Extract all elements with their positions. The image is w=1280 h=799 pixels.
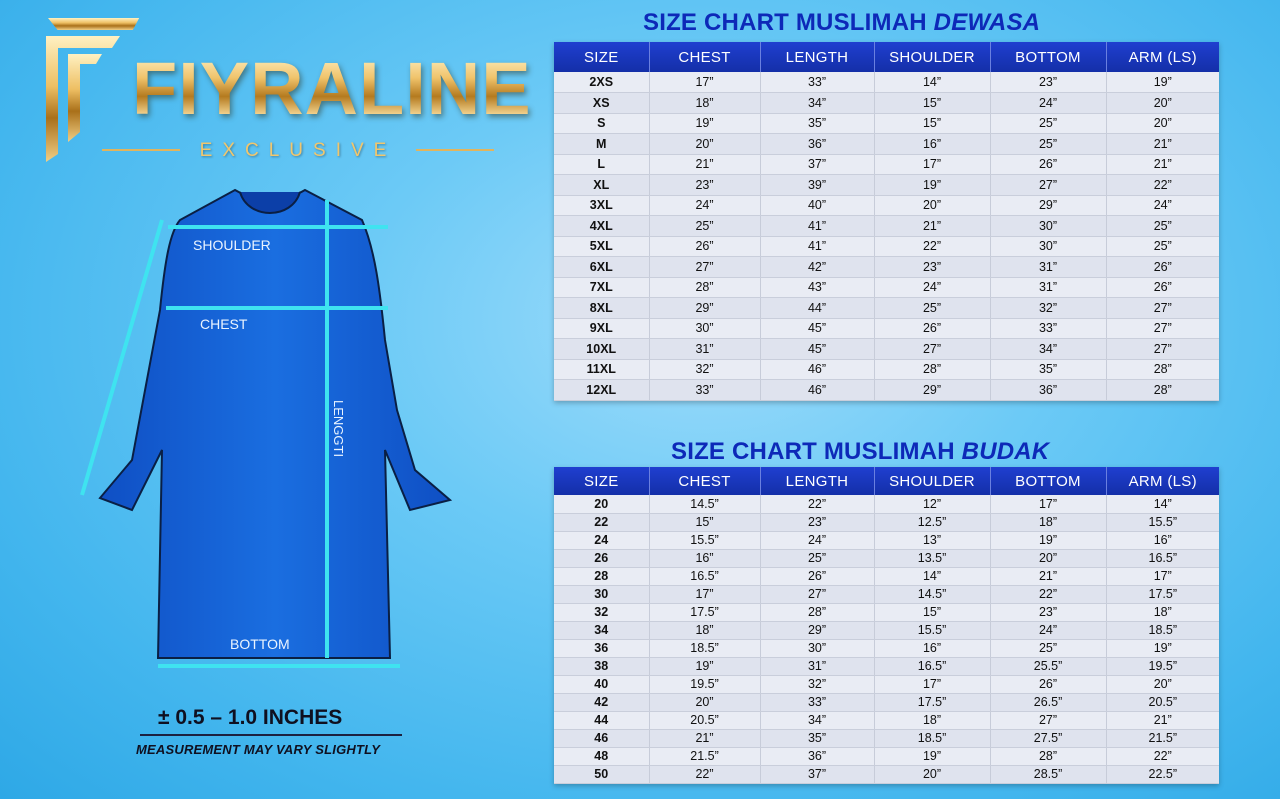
- measurement-cell: 16”: [874, 134, 990, 155]
- brand-logo: [40, 14, 532, 164]
- measurement-cell: 25.5”: [990, 657, 1106, 675]
- dewasa-table-body: [554, 72, 1219, 400]
- size-cell: M: [554, 134, 649, 155]
- size-cell: 5XL: [554, 236, 649, 257]
- measurement-cell: 18”: [1106, 603, 1219, 621]
- measurement-cell: 37”: [760, 154, 874, 175]
- budak-header-cell: ARM (LS): [1106, 467, 1219, 495]
- table-row: [554, 693, 1219, 711]
- measurement-cell: 15”: [874, 113, 990, 134]
- measurement-cell: 27”: [874, 339, 990, 360]
- bottom-label: BOTTOM: [230, 636, 290, 652]
- tolerance-text: ± 0.5 – 1.0 INCHES: [158, 706, 343, 729]
- garment-body: [100, 190, 450, 658]
- measurement-cell: 19.5”: [649, 675, 760, 693]
- measurement-cell: 33”: [760, 693, 874, 711]
- measurement-cell: 19”: [874, 747, 990, 765]
- garment-diagram: [70, 180, 470, 680]
- measurement-cell: 26”: [1106, 257, 1219, 278]
- tolerance-underline: [140, 734, 402, 736]
- dewasa-header-row: [554, 42, 1219, 72]
- measurement-cell: 20.5”: [649, 711, 760, 729]
- measurement-cell: 22”: [1106, 747, 1219, 765]
- size-cell: 26: [554, 549, 649, 567]
- measurement-cell: 20”: [1106, 93, 1219, 114]
- measurement-cell: 18”: [990, 513, 1106, 531]
- measurement-cell: 22”: [1106, 175, 1219, 196]
- size-cell: 38: [554, 657, 649, 675]
- dewasa-size-table: [554, 42, 1219, 401]
- measurement-cell: 24”: [760, 531, 874, 549]
- budak-header-cell: LENGTH: [760, 467, 874, 495]
- measurement-cell: 31”: [649, 339, 760, 360]
- measurement-cell: 24”: [649, 195, 760, 216]
- measurement-cell: 15”: [649, 513, 760, 531]
- measurement-cell: 24”: [1106, 195, 1219, 216]
- length-label: LENGGTI: [331, 400, 346, 458]
- table-row: [554, 711, 1219, 729]
- measurement-cell: 22.5”: [1106, 765, 1219, 783]
- table-row: [554, 513, 1219, 531]
- measurement-cell: 20”: [1106, 113, 1219, 134]
- budak-header-cell: CHEST: [649, 467, 760, 495]
- size-cell: 42: [554, 693, 649, 711]
- measurement-cell: 33”: [760, 72, 874, 93]
- measurement-cell: 25”: [874, 298, 990, 319]
- size-cell: 2XS: [554, 72, 649, 93]
- measurement-cell: 13.5”: [874, 549, 990, 567]
- measurement-cell: 28”: [1106, 380, 1219, 401]
- measurement-cell: 30”: [990, 216, 1106, 237]
- measurement-cell: 26”: [760, 567, 874, 585]
- measurement-cell: 36”: [760, 134, 874, 155]
- measurement-cell: 19”: [1106, 639, 1219, 657]
- measurement-cell: 17.5”: [1106, 585, 1219, 603]
- table-row: [554, 567, 1219, 585]
- measurement-cell: 15”: [874, 603, 990, 621]
- table-row: [554, 236, 1219, 257]
- measurement-cell: 23”: [649, 175, 760, 196]
- table-row: [554, 747, 1219, 765]
- size-cell: S: [554, 113, 649, 134]
- measurement-cell: 34”: [990, 339, 1106, 360]
- measurement-cell: 41”: [760, 216, 874, 237]
- measurement-cell: 28”: [760, 603, 874, 621]
- table-row: [554, 339, 1219, 360]
- measurement-cell: 22”: [990, 585, 1106, 603]
- measurement-cell: 18.5”: [649, 639, 760, 657]
- measurement-cell: 22”: [760, 495, 874, 513]
- size-cell: 4XL: [554, 216, 649, 237]
- measurement-cell: 32”: [649, 359, 760, 380]
- dewasa-title-em: DEWASA: [933, 9, 1041, 36]
- size-cell: 9XL: [554, 318, 649, 339]
- budak-header-cell: SIZE: [554, 467, 649, 495]
- measurement-cell: 46”: [760, 359, 874, 380]
- dewasa-chart-title: [643, 9, 1040, 37]
- measurement-cell: 17”: [649, 72, 760, 93]
- measurement-cell: 35”: [990, 359, 1106, 380]
- measurement-cell: 18”: [874, 711, 990, 729]
- measurement-cell: 21”: [649, 729, 760, 747]
- size-cell: 46: [554, 729, 649, 747]
- measurement-cell: 20.5”: [1106, 693, 1219, 711]
- table-row: [554, 154, 1219, 175]
- table-row: [554, 729, 1219, 747]
- measurement-cell: 15”: [874, 93, 990, 114]
- measurement-cell: 27”: [1106, 339, 1219, 360]
- table-row: [554, 585, 1219, 603]
- measurement-cell: 19”: [874, 175, 990, 196]
- measurement-cell: 14”: [874, 567, 990, 585]
- budak-header-row: [554, 467, 1219, 495]
- measurement-cell: 25”: [649, 216, 760, 237]
- measurement-cell: 16.5”: [1106, 549, 1219, 567]
- measurement-cell: 27”: [1106, 298, 1219, 319]
- measurement-cell: 14”: [1106, 495, 1219, 513]
- size-cell: 28: [554, 567, 649, 585]
- measurement-cell: 23”: [874, 257, 990, 278]
- table-row: [554, 113, 1219, 134]
- measurement-cell: 28.5”: [990, 765, 1106, 783]
- measurement-cell: 19”: [1106, 72, 1219, 93]
- measurement-cell: 33”: [990, 318, 1106, 339]
- budak-header-cell: BOTTOM: [990, 467, 1106, 495]
- chest-label: CHEST: [200, 316, 248, 332]
- measurement-cell: 17.5”: [649, 603, 760, 621]
- measurement-cell: 29”: [874, 380, 990, 401]
- measurement-cell: 21.5”: [1106, 729, 1219, 747]
- table-row: [554, 603, 1219, 621]
- measurement-cell: 25”: [990, 639, 1106, 657]
- measurement-cell: 23”: [990, 72, 1106, 93]
- measurement-cell: 37”: [760, 765, 874, 783]
- dewasa-header-cell: SHOULDER: [874, 42, 990, 72]
- size-cell: 36: [554, 639, 649, 657]
- measurement-cell: 26.5”: [990, 693, 1106, 711]
- measurement-cell: 28”: [649, 277, 760, 298]
- measurement-cell: 28”: [1106, 359, 1219, 380]
- measurement-cell: 20”: [1106, 675, 1219, 693]
- measurement-cell: 24”: [990, 93, 1106, 114]
- budak-chart-title: [671, 438, 1049, 466]
- measurement-cell: 17.5”: [874, 693, 990, 711]
- measurement-cell: 29”: [990, 195, 1106, 216]
- size-cell: 40: [554, 675, 649, 693]
- measurement-cell: 42”: [760, 257, 874, 278]
- budak-table-body: [554, 495, 1219, 783]
- measurement-cell: 28”: [990, 747, 1106, 765]
- measurement-cell: 18”: [649, 93, 760, 114]
- measurement-cell: 36”: [990, 380, 1106, 401]
- measurement-cell: 19”: [990, 531, 1106, 549]
- table-row: [554, 298, 1219, 319]
- measurement-cell: 43”: [760, 277, 874, 298]
- measurement-cell: 20”: [649, 693, 760, 711]
- table-row: [554, 216, 1219, 237]
- measurement-cell: 15.5”: [1106, 513, 1219, 531]
- measurement-cell: 14.5”: [874, 585, 990, 603]
- size-cell: 30: [554, 585, 649, 603]
- measurement-cell: 39”: [760, 175, 874, 196]
- measurement-cell: 26”: [990, 154, 1106, 175]
- measurement-cell: 21”: [1106, 711, 1219, 729]
- size-cell: 8XL: [554, 298, 649, 319]
- measurement-cell: 30”: [990, 236, 1106, 257]
- measurement-cell: 29”: [649, 298, 760, 319]
- measurement-cell: 12”: [874, 495, 990, 513]
- measurement-cell: 24”: [874, 277, 990, 298]
- tagline-rule-right: [416, 149, 494, 151]
- measurement-cell: 27”: [649, 257, 760, 278]
- table-row: [554, 72, 1219, 93]
- measurement-cell: 25”: [990, 113, 1106, 134]
- measurement-cell: 27”: [760, 585, 874, 603]
- size-cell: 48: [554, 747, 649, 765]
- size-cell: 32: [554, 603, 649, 621]
- size-cell: 20: [554, 495, 649, 513]
- size-cell: 7XL: [554, 277, 649, 298]
- measurement-cell: 22”: [649, 765, 760, 783]
- table-row: [554, 318, 1219, 339]
- measurement-cell: 19”: [649, 113, 760, 134]
- measurement-cell: 20”: [874, 765, 990, 783]
- measurement-cell: 27”: [1106, 318, 1219, 339]
- disclaimer-text: MEASUREMENT MAY VARY SLIGHTLY: [136, 742, 381, 757]
- measurement-cell: 19.5”: [1106, 657, 1219, 675]
- dewasa-header-cell: ARM (LS): [1106, 42, 1219, 72]
- measurement-cell: 21.5”: [649, 747, 760, 765]
- measurement-cell: 17”: [649, 585, 760, 603]
- measurement-cell: 26”: [874, 318, 990, 339]
- measurement-cell: 30”: [649, 318, 760, 339]
- table-row: [554, 380, 1219, 401]
- size-cell: 3XL: [554, 195, 649, 216]
- table-row: [554, 257, 1219, 278]
- size-cell: 11XL: [554, 359, 649, 380]
- table-row: [554, 675, 1219, 693]
- measurement-cell: 22”: [874, 236, 990, 257]
- measurement-cell: 35”: [760, 113, 874, 134]
- table-row: [554, 657, 1219, 675]
- measurement-cell: 27”: [990, 711, 1106, 729]
- measurement-cell: 25”: [1106, 216, 1219, 237]
- measurement-cell: 21”: [1106, 134, 1219, 155]
- measurement-cell: 33”: [649, 380, 760, 401]
- measurement-cell: 31”: [990, 257, 1106, 278]
- measurement-cell: 16”: [874, 639, 990, 657]
- measurement-cell: 23”: [760, 513, 874, 531]
- measurement-cell: 17”: [874, 154, 990, 175]
- size-cell: L: [554, 154, 649, 175]
- brand-tagline: EXCLUSIVE: [199, 140, 397, 161]
- dewasa-header-cell: SIZE: [554, 42, 649, 72]
- table-row: [554, 531, 1219, 549]
- measurement-cell: 29”: [760, 621, 874, 639]
- size-cell: 10XL: [554, 339, 649, 360]
- measurement-cell: 26”: [990, 675, 1106, 693]
- measurement-cell: 25”: [1106, 236, 1219, 257]
- measurement-cell: 36”: [760, 747, 874, 765]
- table-row: [554, 359, 1219, 380]
- measurement-cell: 13”: [874, 531, 990, 549]
- measurement-cell: 44”: [760, 298, 874, 319]
- table-row: [554, 175, 1219, 196]
- table-row: [554, 277, 1219, 298]
- measurement-cell: 16.5”: [874, 657, 990, 675]
- size-cell: 44: [554, 711, 649, 729]
- measurement-cell: 18.5”: [1106, 621, 1219, 639]
- size-cell: 34: [554, 621, 649, 639]
- measurement-cell: 40”: [760, 195, 874, 216]
- measurement-cell: 27”: [990, 175, 1106, 196]
- measurement-cell: 18”: [649, 621, 760, 639]
- measurement-cell: 31”: [760, 657, 874, 675]
- brand-tagline-row: [102, 140, 494, 160]
- measurement-cell: 21”: [874, 216, 990, 237]
- measurement-cell: 30”: [760, 639, 874, 657]
- measurement-cell: 21”: [990, 567, 1106, 585]
- dewasa-title-prefix: SIZE CHART MUSLIMAH: [643, 9, 934, 36]
- measurement-cell: 45”: [760, 339, 874, 360]
- measurement-cell: 14”: [874, 72, 990, 93]
- measurement-cell: 21”: [1106, 154, 1219, 175]
- table-row: [554, 765, 1219, 783]
- table-row: [554, 639, 1219, 657]
- table-row: [554, 495, 1219, 513]
- measurement-cell: 31”: [990, 277, 1106, 298]
- measurement-cell: 20”: [649, 134, 760, 155]
- measurement-cell: 16.5”: [649, 567, 760, 585]
- measurement-cell: 27.5”: [990, 729, 1106, 747]
- measurement-cell: 35”: [760, 729, 874, 747]
- budak-title-prefix: SIZE CHART MUSLIMAH: [671, 438, 962, 465]
- dewasa-header-cell: BOTTOM: [990, 42, 1106, 72]
- size-cell: XS: [554, 93, 649, 114]
- measurement-cell: 15.5”: [874, 621, 990, 639]
- measurement-cell: 17”: [1106, 567, 1219, 585]
- measurement-cell: 17”: [990, 495, 1106, 513]
- size-cell: 24: [554, 531, 649, 549]
- measurement-cell: 45”: [760, 318, 874, 339]
- budak-header-cell: SHOULDER: [874, 467, 990, 495]
- measurement-cell: 23”: [990, 603, 1106, 621]
- dewasa-header-cell: CHEST: [649, 42, 760, 72]
- measurement-cell: 21”: [649, 154, 760, 175]
- budak-size-table: [554, 467, 1219, 784]
- measurement-cell: 16”: [649, 549, 760, 567]
- measurement-cell: 12.5”: [874, 513, 990, 531]
- measurement-cell: 20”: [990, 549, 1106, 567]
- table-row: [554, 93, 1219, 114]
- table-row: [554, 549, 1219, 567]
- measurement-cell: 34”: [760, 711, 874, 729]
- shoulder-label: SHOULDER: [193, 237, 271, 253]
- measurement-cell: 46”: [760, 380, 874, 401]
- budak-title-em: BUDAK: [961, 438, 1050, 465]
- measurement-cell: 26”: [649, 236, 760, 257]
- measurement-cell: 26”: [1106, 277, 1219, 298]
- measurement-cell: 28”: [874, 359, 990, 380]
- measurement-cell: 32”: [990, 298, 1106, 319]
- size-cell: 22: [554, 513, 649, 531]
- size-cell: 6XL: [554, 257, 649, 278]
- table-row: [554, 621, 1219, 639]
- table-row: [554, 195, 1219, 216]
- measurement-cell: 25”: [760, 549, 874, 567]
- measurement-cell: 14.5”: [649, 495, 760, 513]
- measurement-cell: 18.5”: [874, 729, 990, 747]
- size-cell: 50: [554, 765, 649, 783]
- measurement-cell: 25”: [990, 134, 1106, 155]
- measurement-cell: 17”: [874, 675, 990, 693]
- size-cell: XL: [554, 175, 649, 196]
- measurement-cell: 16”: [1106, 531, 1219, 549]
- measurement-cell: 15.5”: [649, 531, 760, 549]
- table-row: [554, 134, 1219, 155]
- dewasa-header-cell: LENGTH: [760, 42, 874, 72]
- measurement-cell: 20”: [874, 195, 990, 216]
- measurement-cell: 32”: [760, 675, 874, 693]
- measurement-cell: 41”: [760, 236, 874, 257]
- brand-name: FIYRALINE: [132, 47, 532, 130]
- measurement-cell: 19”: [649, 657, 760, 675]
- measurement-cell: 24”: [990, 621, 1106, 639]
- size-cell: 12XL: [554, 380, 649, 401]
- measurement-cell: 34”: [760, 93, 874, 114]
